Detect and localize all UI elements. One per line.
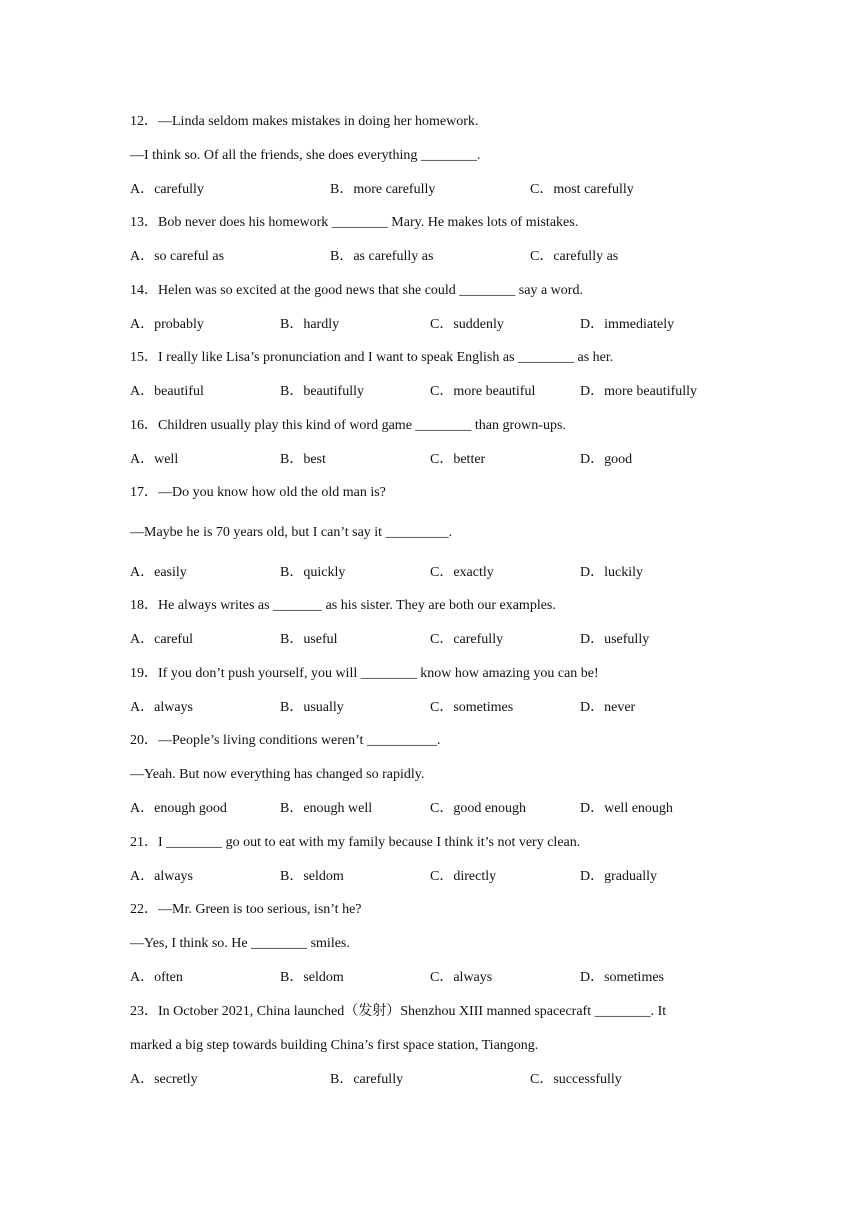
option-a[interactable]: A．always bbox=[130, 869, 193, 884]
option-c[interactable]: C．successfully bbox=[530, 1072, 622, 1087]
question-stem: 17．—Do you know how old the old man is? bbox=[130, 485, 386, 500]
option-c[interactable]: C．more beautiful bbox=[430, 384, 536, 399]
question-stem: 16．Children usually play this kind of word game ________ than grown-ups. bbox=[130, 418, 566, 433]
option-c[interactable]: C．carefully as bbox=[530, 249, 619, 264]
answer-options bbox=[130, 382, 770, 402]
option-a[interactable]: A．secretly bbox=[130, 1072, 198, 1087]
question-stem: 21．I ________ go out to eat with my family because I think it’s not very clean. bbox=[130, 835, 581, 850]
answer-options bbox=[130, 563, 770, 583]
option-a[interactable]: A．so careful as bbox=[130, 249, 225, 264]
option-b[interactable]: B．enough well bbox=[280, 801, 373, 816]
option-a[interactable]: A．always bbox=[130, 700, 193, 715]
question-stem: 14．Helen was so excited at the good news that she could ________ say a word. bbox=[130, 283, 583, 298]
option-b[interactable]: B．quickly bbox=[280, 565, 346, 580]
option-d[interactable]: D．never bbox=[580, 700, 636, 715]
option-b[interactable]: B．usually bbox=[280, 700, 344, 715]
answer-options bbox=[130, 247, 770, 267]
option-b[interactable]: B．best bbox=[280, 452, 326, 467]
option-b[interactable]: B．as carefully as bbox=[330, 249, 434, 264]
option-d[interactable]: D．immediately bbox=[580, 317, 675, 332]
option-c[interactable]: C．directly bbox=[430, 869, 497, 884]
option-b[interactable]: B．seldom bbox=[280, 869, 344, 884]
answer-options bbox=[130, 968, 770, 988]
question-stem: 22．—Mr. Green is too serious, isn’t he? bbox=[130, 902, 362, 917]
option-d[interactable]: D．sometimes bbox=[580, 970, 664, 985]
option-d[interactable]: D．well enough bbox=[580, 801, 673, 816]
question-stem: 12．—Linda seldom makes mistakes in doing her homework. bbox=[130, 114, 479, 129]
answer-options bbox=[130, 1070, 770, 1090]
option-b[interactable]: B．more carefully bbox=[330, 182, 436, 197]
question-line: —Yeah. But now everything has changed so rapidly. bbox=[130, 767, 425, 782]
option-c[interactable]: C．most carefully bbox=[530, 182, 634, 197]
option-c[interactable]: C．exactly bbox=[430, 565, 494, 580]
option-a[interactable]: A．easily bbox=[130, 565, 187, 580]
option-a[interactable]: A．beautiful bbox=[130, 384, 204, 399]
question-line: —I think so. Of all the friends, she does everything ________. bbox=[130, 148, 481, 163]
option-c[interactable]: C．good enough bbox=[430, 801, 527, 816]
answer-options bbox=[130, 799, 770, 819]
option-c[interactable]: C．always bbox=[430, 970, 493, 985]
option-d[interactable]: D．usefully bbox=[580, 632, 650, 647]
question-stem: 13．Bob never does his homework ________ Mary. He makes lots of mistakes. bbox=[130, 215, 579, 230]
option-a[interactable]: A．well bbox=[130, 452, 179, 467]
option-d[interactable]: D．more beautifully bbox=[580, 384, 698, 399]
option-a[interactable]: A．probably bbox=[130, 317, 204, 332]
option-c[interactable]: C．better bbox=[430, 452, 486, 467]
answer-options bbox=[130, 180, 770, 200]
option-d[interactable]: D．good bbox=[580, 452, 633, 467]
question-stem: 20．—People’s living conditions weren’t __________. bbox=[130, 733, 441, 748]
option-b[interactable]: B．hardly bbox=[280, 317, 340, 332]
option-a[interactable]: A．careful bbox=[130, 632, 193, 647]
option-b[interactable]: B．seldom bbox=[280, 970, 344, 985]
option-a[interactable]: A．carefully bbox=[130, 182, 204, 197]
answer-options bbox=[130, 867, 770, 887]
question-stem: 19．If you don’t push yourself, you will ________ know how amazing you can be! bbox=[130, 666, 599, 681]
question-line: marked a big step towards building China’s first space station, Tiangong. bbox=[130, 1038, 539, 1053]
option-b[interactable]: B．carefully bbox=[330, 1072, 404, 1087]
question-stem: 23．In October 2021, China launched（发射）Shenzhou XIII manned spacecraft ________. It bbox=[130, 1004, 667, 1019]
option-b[interactable]: B．useful bbox=[280, 632, 338, 647]
question-stem: 15．I really like Lisa’s pronunciation and I want to speak English as ________ as her. bbox=[130, 350, 614, 365]
question-line: —Yes, I think so. He ________ smiles. bbox=[130, 936, 350, 951]
option-d[interactable]: D．gradually bbox=[580, 869, 657, 884]
option-c[interactable]: C．suddenly bbox=[430, 317, 504, 332]
answer-options bbox=[130, 315, 770, 335]
answer-options bbox=[130, 630, 770, 650]
option-b[interactable]: B．beautifully bbox=[280, 384, 364, 399]
question-line: —Maybe he is 70 years old, but I can’t say it _________. bbox=[130, 525, 453, 540]
option-c[interactable]: C．carefully bbox=[430, 632, 504, 647]
option-a[interactable]: A．often bbox=[130, 970, 183, 985]
answer-options bbox=[130, 450, 770, 470]
question-stem: 18．He always writes as _______ as his sister. They are both our examples. bbox=[130, 598, 556, 613]
option-d[interactable]: D．luckily bbox=[580, 565, 643, 580]
option-c[interactable]: C．sometimes bbox=[430, 700, 514, 715]
option-a[interactable]: A．enough good bbox=[130, 801, 227, 816]
answer-options bbox=[130, 698, 770, 718]
